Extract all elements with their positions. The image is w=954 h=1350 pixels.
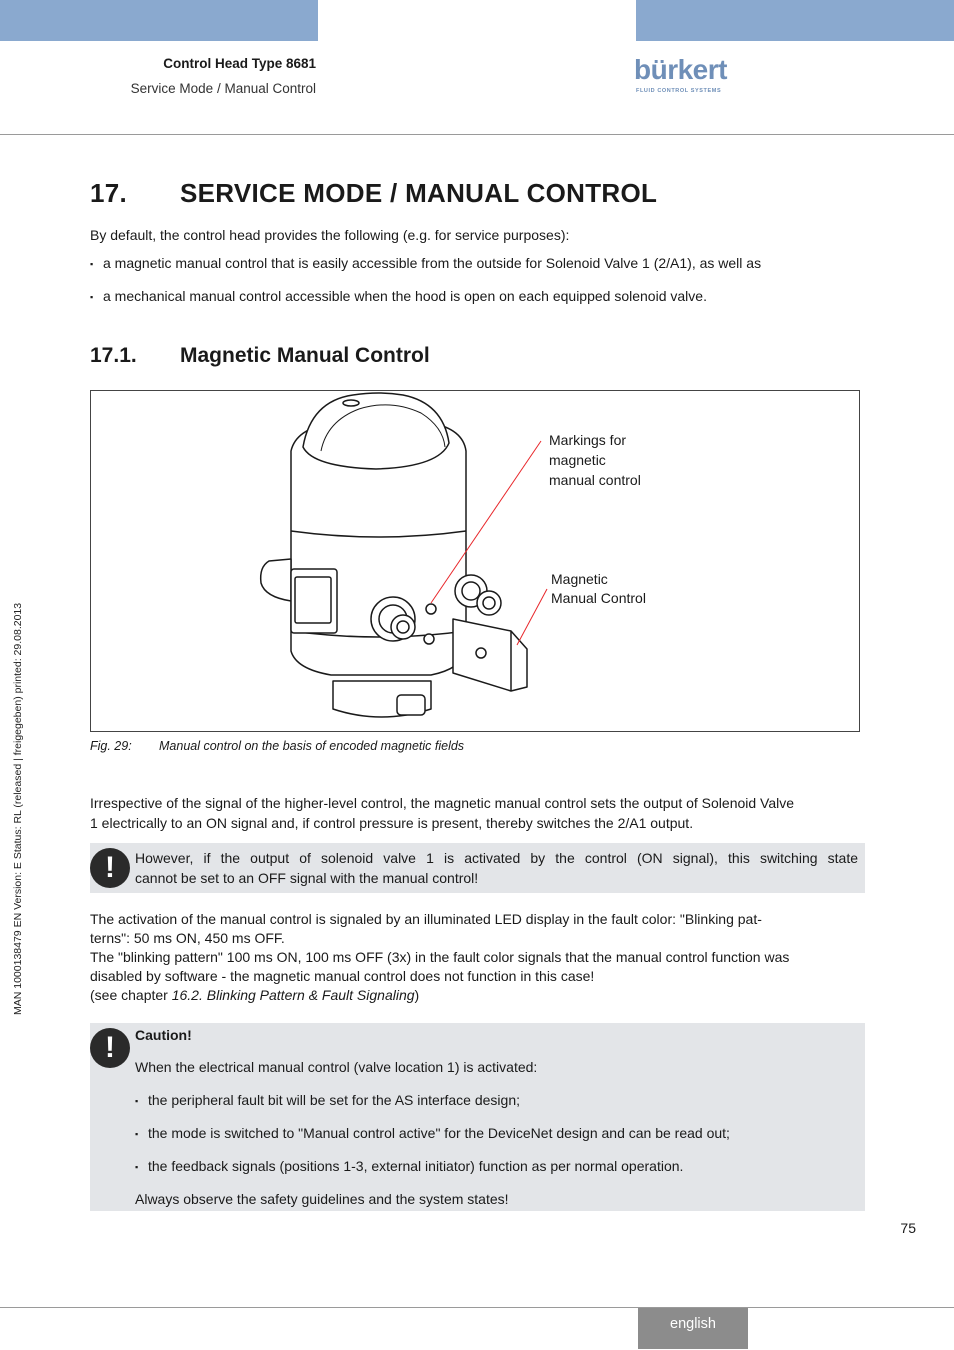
paragraph-line: terns": 50 ms ON, 450 ms OFF.: [90, 930, 285, 946]
burkert-logo: bürkert: [634, 54, 727, 85]
caution-intro: When the electrical manual control (valve location 1) is activated:: [135, 1059, 538, 1075]
list-item: a magnetic manual control that is easily accessible from the outside for Solenoid Valve 1 (2/A1), as well as: [103, 255, 762, 271]
list-item: a mechanical manual control accessible when the hood is open on each equipped solenoid valve.: [103, 288, 707, 304]
section-number: 17.: [90, 178, 128, 208]
intro-text: By default, the control head provides the following (e.g. for service purposes):: [90, 227, 570, 243]
paragraph-line: disabled by software - the magnetic manual control does not function in this case!: [90, 968, 595, 984]
control-head-illustration: [91, 391, 859, 731]
caution-title: Caution!: [135, 1027, 192, 1043]
subsection-title: Magnetic Manual Control: [180, 344, 430, 367]
warning-icon: !: [90, 848, 130, 888]
label-markings-line2: magnetic: [549, 452, 606, 468]
subsection-number: 17.1.: [90, 344, 137, 367]
list-item: the mode is switched to "Manual control active" for the DeviceNet design and can be read out;: [148, 1125, 730, 1141]
caution-closing: Always observe the safety guidelines and the system states!: [135, 1191, 509, 1207]
list-item: the peripheral fault bit will be set for the AS interface design;: [148, 1092, 520, 1108]
header-rule: [0, 134, 954, 135]
document-title: Control Head Type 8681: [163, 56, 316, 71]
label-magnetic-line1: Magnetic: [551, 571, 608, 587]
language-tab: english: [638, 1308, 748, 1349]
bullet-icon: ▪: [135, 1096, 139, 1106]
paragraph-line: The activation of the manual control is signaled by an illuminated LED display in the fault color: "Blinking pat-: [90, 911, 762, 927]
header-band-right: [636, 0, 954, 41]
chapter-reference: [90, 986, 419, 1006]
warning-text-line1: However, if the output of solenoid valve 1 is activated by the control (ON signal), this switching state: [135, 850, 858, 866]
paragraph-line: 1 electrically to an ON signal and, if control pressure is present, thereby switches the 2/A1 output.: [90, 815, 694, 831]
document-subtitle: Service Mode / Manual Control: [130, 81, 316, 96]
label-markings-line3: manual control: [549, 472, 641, 488]
reference-link[interactable]: 16.2. Blinking Pattern & Fault Signaling: [171, 987, 415, 1003]
reference-prefix: (see chapter: [90, 987, 172, 1003]
bullet-icon: ▪: [90, 292, 94, 302]
reference-suffix: ): [414, 987, 420, 1003]
header-band-left: [0, 0, 318, 41]
caution-box: [90, 1023, 865, 1211]
logo-tagline: FLUID CONTROL SYSTEMS: [636, 88, 722, 94]
bullet-icon: ▪: [135, 1129, 139, 1139]
bullet-icon: ▪: [135, 1162, 139, 1172]
figure-caption-text: Manual control on the basis of encoded magnetic fields: [159, 739, 465, 753]
page-number: 75: [900, 1220, 916, 1236]
caution-icon: !: [90, 1028, 130, 1068]
figure-caption-number: Fig. 29:: [90, 739, 132, 753]
paragraph-line: Irrespective of the signal of the higher-level control, the magnetic manual control sets the output of Solenoid Valve: [90, 795, 795, 811]
label-markings-line1: Markings for: [549, 432, 627, 448]
side-print-info: MAN 1000138479 EN Version: E Status: RL (released | freigegeben) printed: 29.08.2013: [12, 602, 24, 1015]
label-magnetic-line2: Manual Control: [551, 590, 646, 606]
paragraph-line: The "blinking pattern" 100 ms ON, 100 ms OFF (3x) in the fault color signals that the manual control function was: [90, 949, 790, 965]
bullet-icon: ▪: [90, 259, 94, 269]
list-item: the feedback signals (positions 1-3, external initiator) function as per normal operation.: [148, 1158, 684, 1174]
warning-text-line2: cannot be set to an OFF signal with the manual control!: [135, 870, 479, 886]
section-title: SERVICE MODE / MANUAL CONTROL: [180, 178, 658, 208]
footer-rule: [0, 1307, 954, 1308]
figure-frame: [90, 390, 860, 732]
